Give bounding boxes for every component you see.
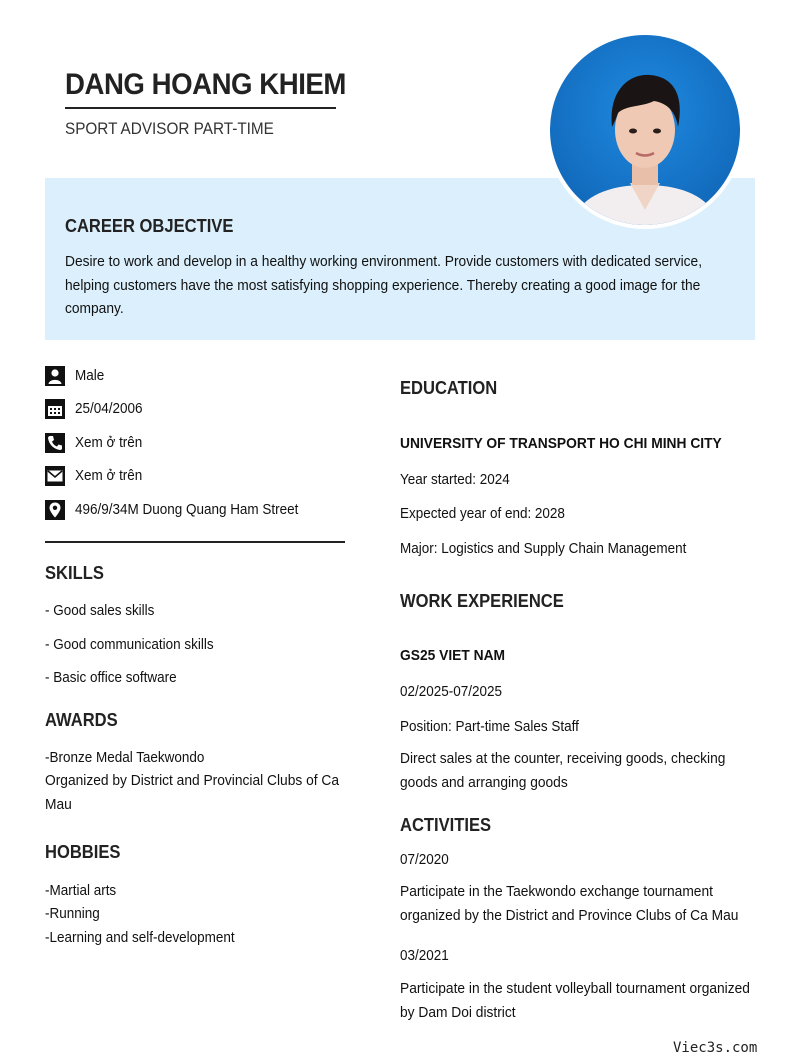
award-organizer: Organized by District and Provincial Clubs of Ca Mau [45, 773, 339, 813]
major: Major: Logistics and Supply Chain Management [400, 541, 687, 557]
school-name: UNIVERSITY OF TRANSPORT HO CHI MINH CITY [400, 435, 722, 452]
location-icon [45, 500, 65, 520]
hobby-item: -Learning and self-development [45, 930, 235, 946]
skill-item: - Good communication skills [45, 637, 214, 653]
year-end: Expected year of end: 2028 [400, 506, 565, 522]
phone-value: Xem ở trên [75, 435, 143, 451]
calendar-icon [45, 399, 65, 419]
work-experience-title: WORK EXPERIENCE [400, 591, 564, 611]
job-position: SPORT ADVISOR PART-TIME [65, 119, 274, 138]
birthday-value: 25/04/2006 [75, 401, 143, 417]
profile-photo [546, 31, 744, 229]
work-position: Position: Part-time Sales Staff [400, 719, 579, 735]
contact-divider [45, 541, 345, 543]
skill-item: - Basic office software [45, 670, 177, 686]
career-objective-title: CAREER OBJECTIVE [65, 216, 234, 236]
name-underline [65, 107, 336, 109]
hobby-item: -Running [45, 906, 100, 922]
activity-date: 07/2020 [400, 852, 449, 868]
education-title: EDUCATION [400, 378, 498, 398]
contact-address [45, 500, 315, 520]
gender-value: Male [75, 368, 105, 384]
work-period: 02/2025-07/2025 [400, 684, 502, 700]
contact-email [45, 466, 147, 486]
skills-title: SKILLS [45, 563, 104, 583]
year-started: Year started: 2024 [400, 472, 510, 488]
mail-icon [45, 466, 65, 486]
address-value: 496/9/34M Duong Quang Ham Street [75, 502, 299, 518]
activity-text: Participate in the Taekwondo exchange tournament organized by the District and Province Clubs of Ca Mau [400, 884, 739, 924]
activity-text: Participate in the student volleyball tournament organized by Dam Doi district [400, 981, 750, 1021]
awards-title: AWARDS [45, 710, 118, 730]
activities-title: ACTIVITIES [400, 815, 492, 835]
company-name: GS25 VIET NAM [400, 647, 506, 664]
candidate-name: DANG HOANG KHIEM [65, 68, 346, 101]
hobby-item: -Martial arts [45, 883, 117, 899]
skill-item: - Good sales skills [45, 603, 155, 619]
phone-icon [45, 433, 65, 453]
user-icon [45, 366, 65, 386]
watermark: Viec3s.com [673, 1040, 758, 1056]
hobbies-title: HOBBIES [45, 842, 121, 862]
career-objective-text: Desire to work and develop in a healthy working environment. Provide customers with dedicated service, helping customers have the most satisfying shopping experience. Thereby creating a good image for the company. [65, 254, 703, 317]
work-description: Direct sales at the counter, receiving goods, checking goods and arranging goods [400, 751, 726, 791]
award-name: -Bronze Medal Taekwondo [45, 750, 205, 766]
contact-gender [45, 366, 106, 386]
contact-phone [45, 433, 147, 453]
portrait-illustration [550, 35, 740, 225]
activity-date: 03/2021 [400, 948, 449, 964]
email-value: Xem ở trên [75, 468, 143, 484]
contact-birthday [45, 399, 148, 419]
